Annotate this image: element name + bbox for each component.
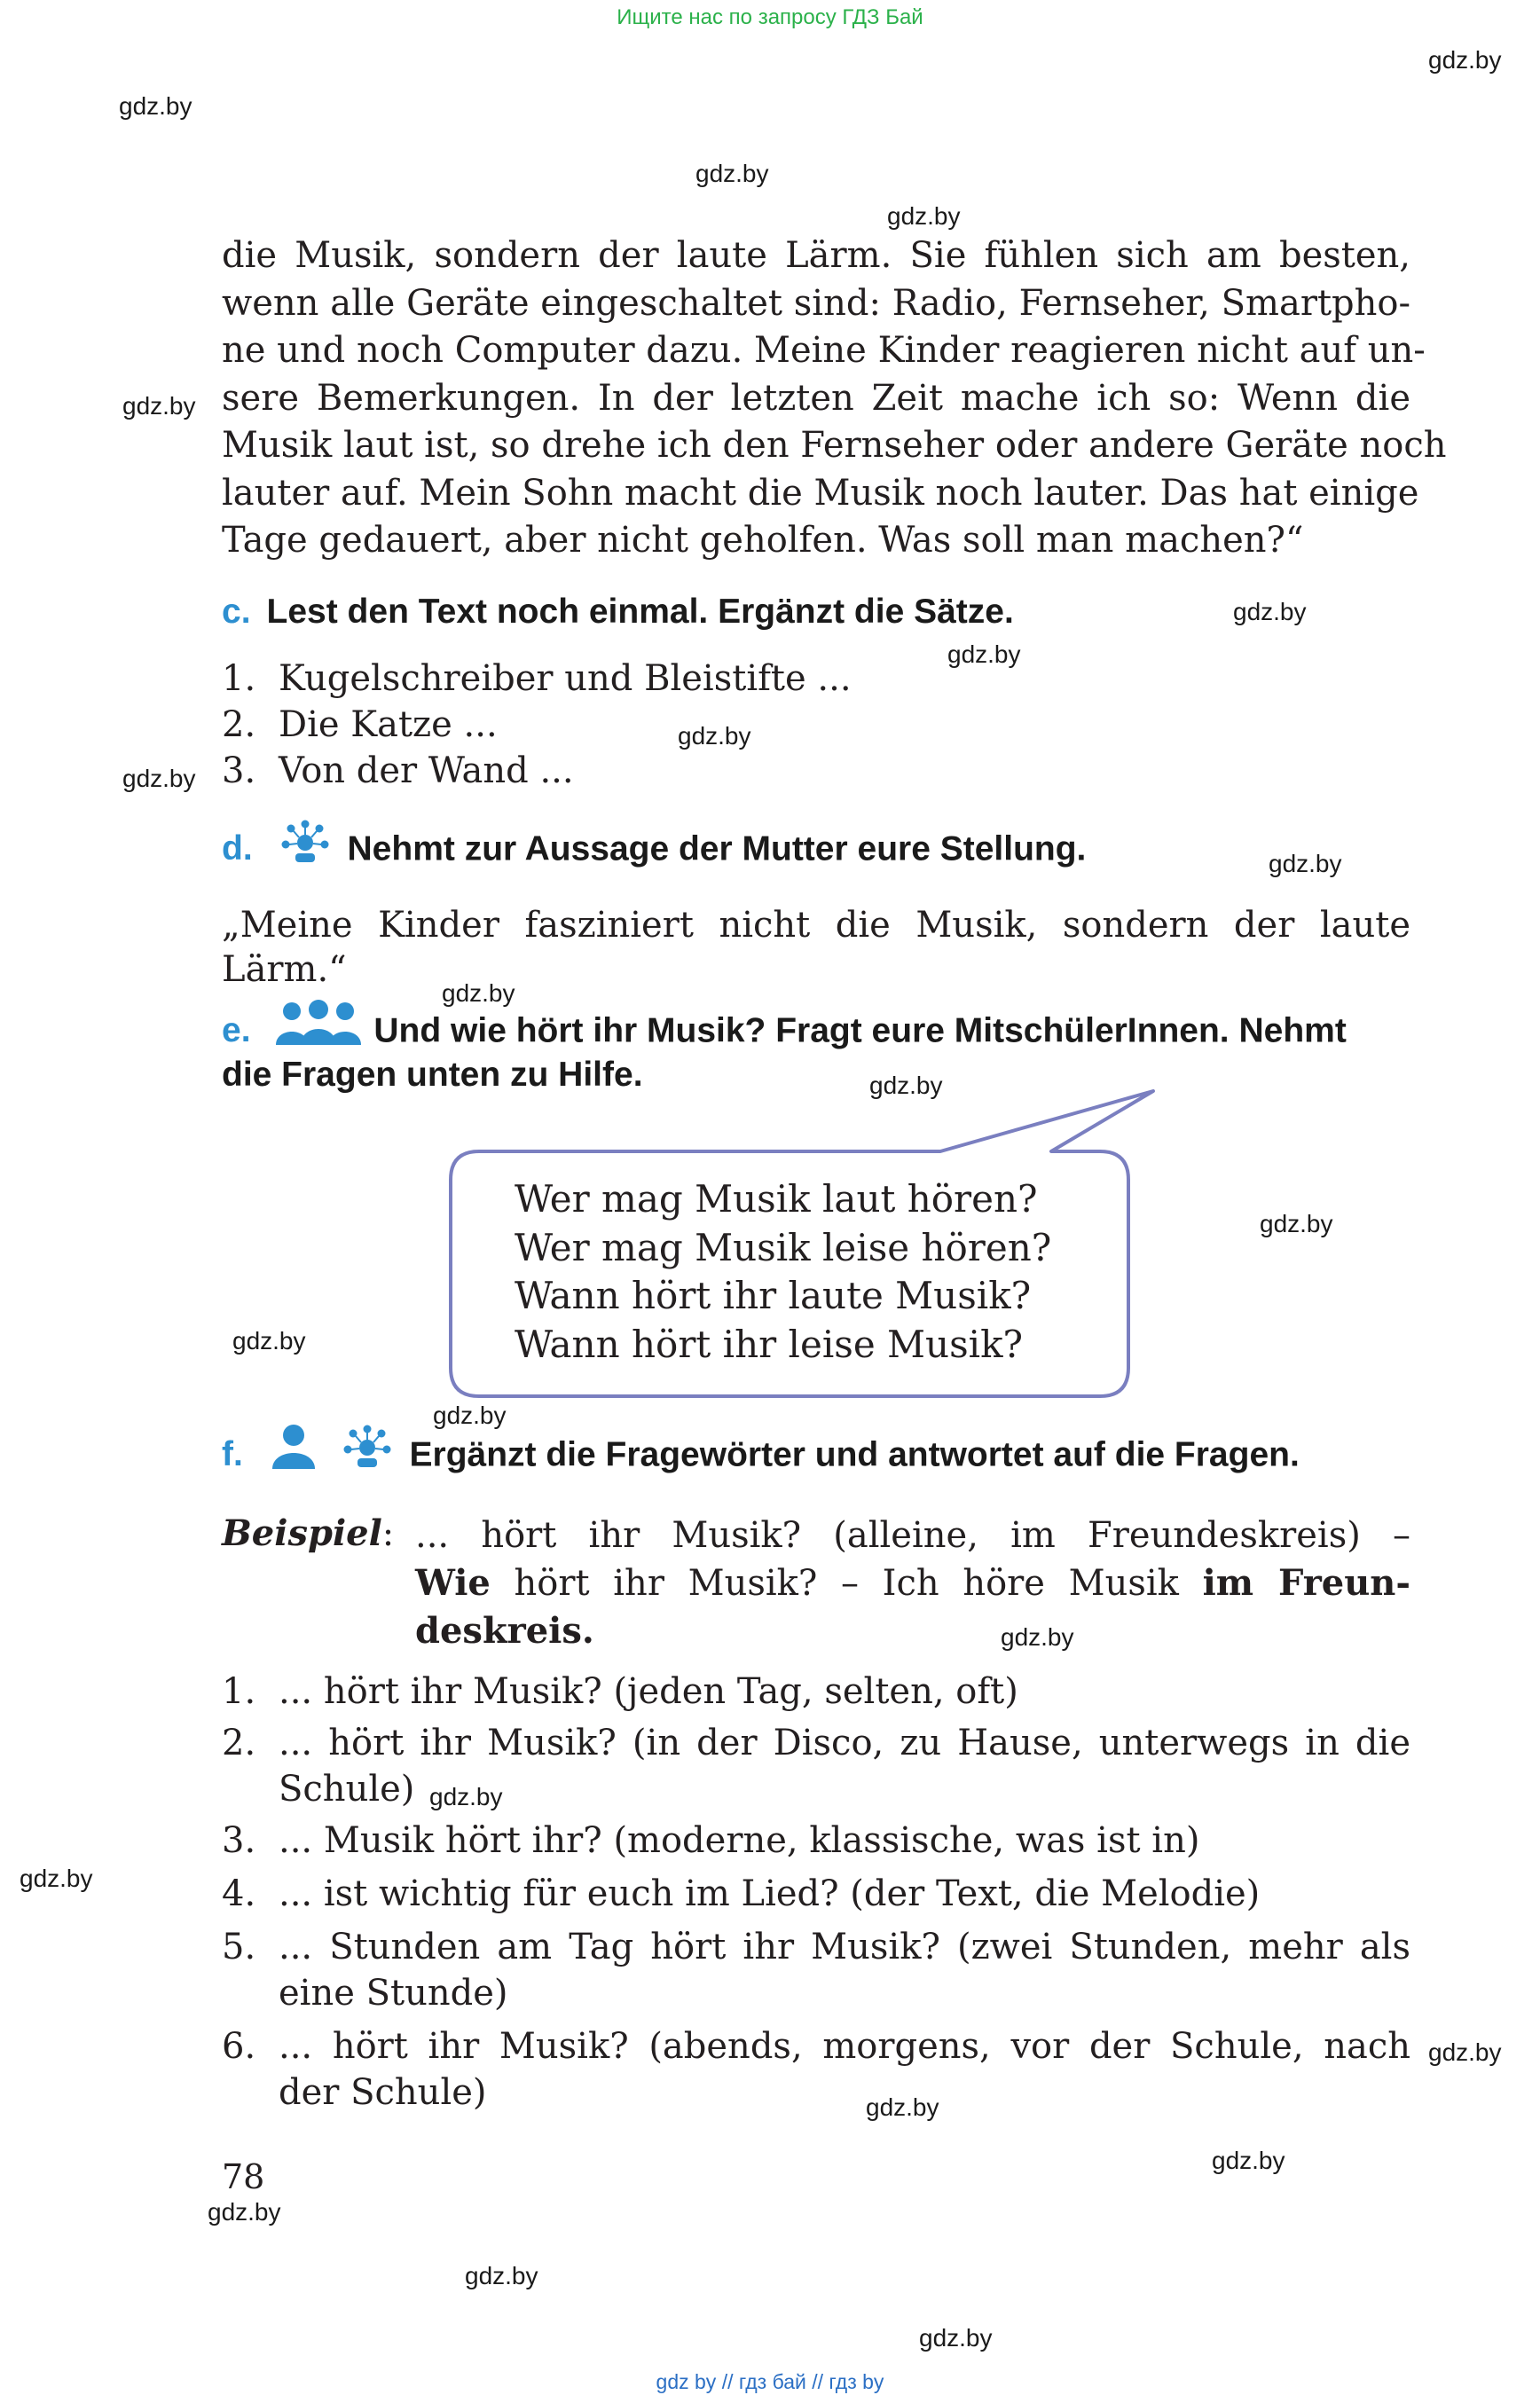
quote-line: Lärm.“ <box>222 949 347 990</box>
item-text: Die Katze ... <box>279 704 498 745</box>
example-bold: Wie <box>415 1562 491 1604</box>
watermark: gdz.by <box>887 202 961 230</box>
task-e-heading <box>222 1009 1347 1056</box>
list-item <box>222 750 574 791</box>
watermark: gdz.by <box>119 92 192 120</box>
item-number: 1. <box>222 658 256 699</box>
item-number: 1. <box>222 1671 256 1712</box>
task-d-quote <box>222 903 1410 992</box>
item-number: 5. <box>222 1927 256 1967</box>
item-text: ... hört ihr Musik? (abends, morgens, vor der Schule, nach <box>279 2026 1410 2067</box>
example-line: ... hört ihr Musik? (alleine, im Freundeskreis) – <box>415 1515 1410 1556</box>
item-number: 3. <box>222 750 256 791</box>
item-text: ... Stunden am Tag hört ihr Musik? (zwei Stunden, mehr als <box>279 1927 1410 1967</box>
watermark: gdz.by <box>947 640 1021 668</box>
task-letter: d. <box>222 829 253 868</box>
watermark: gdz.by <box>442 979 515 1007</box>
item-text-cont: eine Stunde) <box>279 1973 508 2014</box>
discussion-icon <box>341 1425 394 1478</box>
watermark: gdz.by <box>869 1072 943 1099</box>
example-bold: im Freun- <box>1202 1562 1410 1604</box>
text-line: ne und noch Computer dazu. Meine Kinder reagieren nicht auf un- <box>222 330 1426 371</box>
watermark: gdz.by <box>919 2324 993 2352</box>
watermark: gdz.by <box>465 2262 538 2289</box>
watermark: gdz.by <box>866 2093 939 2121</box>
task-instruction: Und wie hört ihr Musik? Fragt eure MitschülerInnen. Nehmt <box>373 1011 1347 1050</box>
bubble-question: Wann hört ihr laute Musik? <box>515 1274 1032 1317</box>
text-line: wenn alle Geräte eingeschaltet sind: Radio, Fernseher, Smartpho- <box>222 282 1410 324</box>
item-text-cont: Schule) <box>279 1769 415 1810</box>
item-text-cont: der Schule) <box>279 2072 487 2113</box>
footer-links[interactable]: gdz by // гдз бай // гдз by <box>656 2370 884 2393</box>
example-colon: : <box>381 1513 395 1554</box>
watermark: gdz.by <box>1428 46 1502 74</box>
bubble-question: Wann hört ihr leise Musik? <box>515 1322 1024 1366</box>
quote-line: „Meine Kinder fasziniert nicht die Musik, sondern der laute <box>222 905 1410 946</box>
item-text: ... ist wichtig für euch im Lied? (der Text, die Melodie) <box>279 1873 1261 1914</box>
example-label <box>222 1512 394 1554</box>
item-text: Kugelschreiber und Bleistifte ... <box>279 658 852 699</box>
item-number: 2. <box>222 704 256 745</box>
watermark: gdz.by <box>678 722 751 750</box>
list-item <box>222 1820 1199 1861</box>
task-instruction: Ergänzt die Fragewörter und antwortet auf die Fragen. <box>409 1435 1300 1474</box>
watermark: gdz.by <box>433 1402 507 1429</box>
watermark: gdz.by <box>232 1327 306 1355</box>
task-instruction: Nehmt zur Aussage der Mutter eure Stellung. <box>347 829 1087 868</box>
page-number: 78 <box>222 2157 265 2196</box>
group-icon <box>276 999 361 1056</box>
item-number: 4. <box>222 1873 256 1914</box>
item-number: 6. <box>222 2026 256 2067</box>
item-text: Von der Wand ... <box>279 750 574 791</box>
watermark: gdz.by <box>1233 598 1307 625</box>
watermark: gdz.by <box>1269 850 1342 877</box>
example-line <box>415 1559 1410 1607</box>
task-f-heading <box>222 1433 1300 1480</box>
watermark: gdz.by <box>20 1865 93 1892</box>
task-letter: e. <box>222 1011 251 1050</box>
top-banner[interactable]: Ищите нас по запросу ГДЗ Бай <box>617 5 923 29</box>
watermark: gdz.by <box>122 392 196 420</box>
watermark: gdz.by <box>695 160 769 187</box>
example-text: hört ihr Musik? – Ich höre Musik <box>490 1563 1203 1604</box>
task-instruction: Lest den Text noch einmal. Ergänzt die Sätze. <box>266 593 1014 631</box>
example-line <box>415 1607 1410 1655</box>
watermark: gdz.by <box>208 2198 281 2226</box>
text-line: sere Bemerkungen. In der letzten Zeit mache ich so: Wenn die <box>222 377 1410 419</box>
task-d-heading <box>222 828 1086 873</box>
item-number: 2. <box>222 1723 256 1763</box>
item-text: ... Musik hört ihr? (moderne, klassische, was ist in) <box>279 1820 1200 1861</box>
text-line: Tage gedauert, aber nicht geholfen. Was soll man machen?“ <box>222 520 1304 561</box>
text-line: die Musik, sondern der laute Lärm. Sie fühlen sich am besten, <box>222 235 1410 276</box>
watermark: gdz.by <box>1212 2147 1285 2174</box>
bubble-question: Wer mag Musik laut hören? <box>515 1177 1038 1221</box>
example-label-text: Beispiel <box>222 1512 382 1554</box>
item-text: ... hört ihr Musik? (in der Disco, zu Hause, unterwegs in die <box>279 1723 1410 1763</box>
bubble-question: Wer mag Musik leise hören? <box>515 1225 1052 1269</box>
discussion-icon <box>279 820 332 873</box>
item-number: 3. <box>222 1820 256 1861</box>
watermark: gdz.by <box>122 765 196 792</box>
watermark: gdz.by <box>1260 1210 1333 1237</box>
bubble-questions <box>515 1175 1051 1369</box>
intro-paragraph <box>222 232 1447 565</box>
list-item <box>222 1873 1260 1914</box>
watermark: gdz.by <box>1428 2038 1502 2066</box>
watermark: gdz.by <box>429 1783 503 1810</box>
item-text: ... hört ihr Musik? (jeden Tag, selten, oft) <box>279 1671 1018 1712</box>
task-c-heading <box>222 593 1014 632</box>
task-letter: f. <box>222 1435 243 1474</box>
list-item <box>222 1927 1410 2014</box>
person-icon <box>269 1423 318 1480</box>
text-line: lauter auf. Mein Sohn macht die Musik noch lauter. Das hat einige <box>222 472 1419 514</box>
example-bold: deskreis. <box>415 1610 594 1652</box>
list-item <box>222 704 498 745</box>
list-item <box>222 658 852 699</box>
text-line: Musik laut ist, so drehe ich den Fernseher oder andere Geräte noch <box>222 425 1447 466</box>
example-block <box>415 1512 1410 1655</box>
watermark: gdz.by <box>1001 1623 1074 1651</box>
task-instruction: die Fragen unten zu Hilfe. <box>222 1056 643 1094</box>
task-letter: c. <box>222 593 251 631</box>
list-item <box>222 1671 1410 1712</box>
